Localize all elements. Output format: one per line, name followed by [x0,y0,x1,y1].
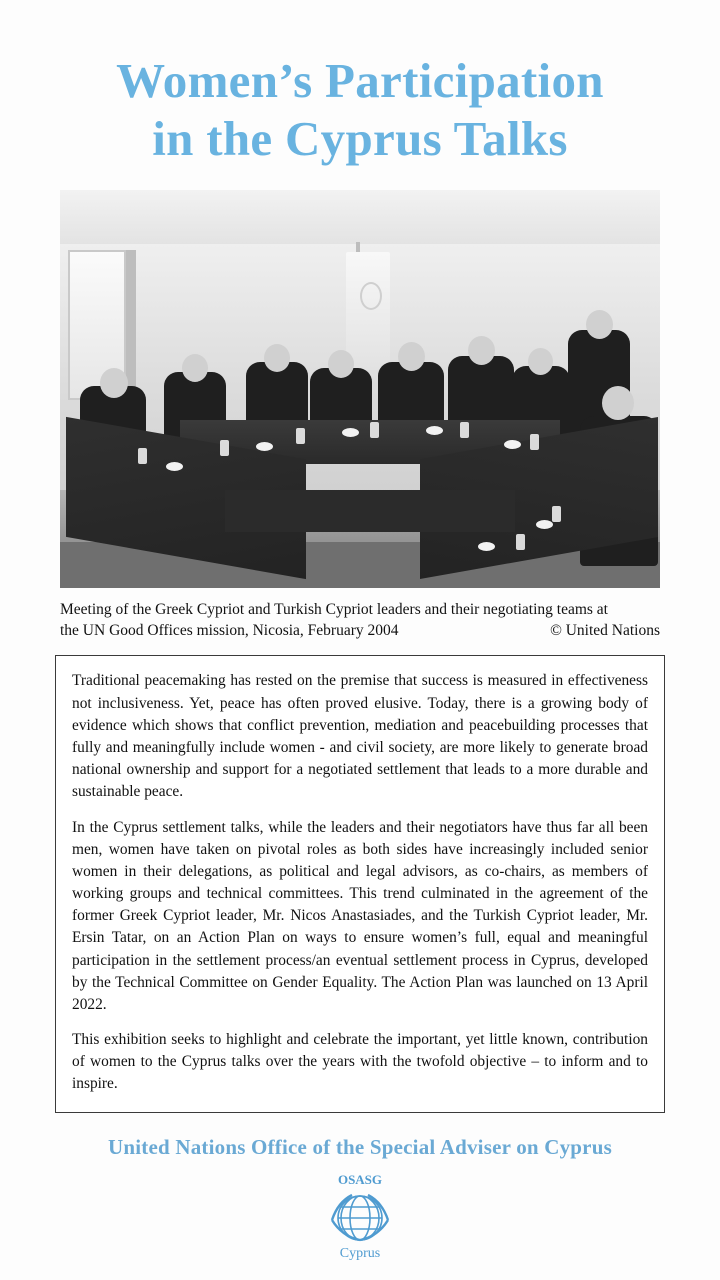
osasg-logo-icon [312,1168,408,1252]
caption-line-2-wrap [60,621,660,642]
photo-glass [370,422,379,438]
photo-window-frame [126,250,136,400]
body-textbox [55,655,665,1112]
photo-person-head [328,350,354,378]
meeting-photo-image [60,190,660,588]
photo-person-head [182,354,208,382]
photo-glass [296,428,305,444]
photo-cup [342,428,359,437]
photo-person-head [264,344,290,372]
caption-line-2: the UN Good Offices mission, Nicosia, February 2004 [60,621,399,639]
photo-person-head [100,368,128,398]
photo-person-head [398,342,425,371]
title-line-1: Women’s Participation [116,53,604,108]
photo-person-head [586,310,613,339]
footer-title: United Nations Office of the Special Adviser on Cyprus [108,1134,612,1159]
photo-table-front [225,490,515,532]
body-paragraph-2: In the Cyprus settlement talks, while the leaders and their negotiators have thus far all been men, women have taken on pivotal roles as both sides have increasingly included senior women in their delegations, as political and legal advisors, as co-chairs, as members of working groups and technical committees. This trend culminated in the agreement of the former Greek Cypriot leader, Mr. Nicos Anastasiades, and the Turkish Cypriot leader, Mr. Ersin Tatar, on an Action Plan on ways to ensure women’s full, equal and meaningful participation in the settlement process/an eventual settlement process in Cyprus, developed by the Technical Committee on Gender Equality. The Action Plan was launched on 13 April 2022. [72,818,648,1013]
photo-un-flag [346,252,390,370]
caption-line-1: Meeting of the Greek Cypriot and Turkish Cypriot leaders and their negotiating teams at [60,600,608,618]
photo-glass [220,440,229,456]
photo-ceiling [60,190,660,244]
photo-cup [256,442,273,451]
meeting-photo [60,190,660,588]
photo-copyright: © United Nations [550,621,660,639]
photo-glass [516,534,525,550]
photo-glass [530,434,539,450]
photo-cup [166,462,183,471]
osasg-logo-caption: Cyprus [339,1245,381,1261]
body-paragraph-1: Traditional peacemaking has rested on the premise that success is measured in effectiveness not inclusiveness. Yet, peace has often proved elusive. Today, there is a growing body of evidence which shows that conflict prevention, mediation and peacebuilding processes that fully and meaningfully include women - and civil society, are more likely to generate broad national ownership and support for a negotiated settlement that leads to a more durable and sustainable peace. [72,672,648,801]
photo-un-flag-emblem [360,282,382,310]
photo-glass [138,448,147,464]
photo-person-head [468,336,495,365]
photo-caption [60,600,660,642]
osasg-logo-text: OSASG [337,1171,383,1187]
title-line-2: in the Cyprus Talks [152,110,568,166]
photo-person-head [602,386,634,420]
photo-glass [552,506,561,522]
page-title [0,0,720,168]
footer [0,1135,720,1260]
photo-cup [426,426,443,435]
photo-cup [536,520,553,529]
photo-cup [478,542,495,551]
photo-person-head [528,348,553,375]
photo-glass [460,422,469,438]
osasg-logo [312,1168,408,1260]
photo-cup [504,440,521,449]
body-paragraph-3: This exhibition seeks to highlight and celebrate the important, yet little known, contribution of women to the Cyprus talks over the years with the twofold objective – to inform and to inspire. [72,1031,648,1093]
